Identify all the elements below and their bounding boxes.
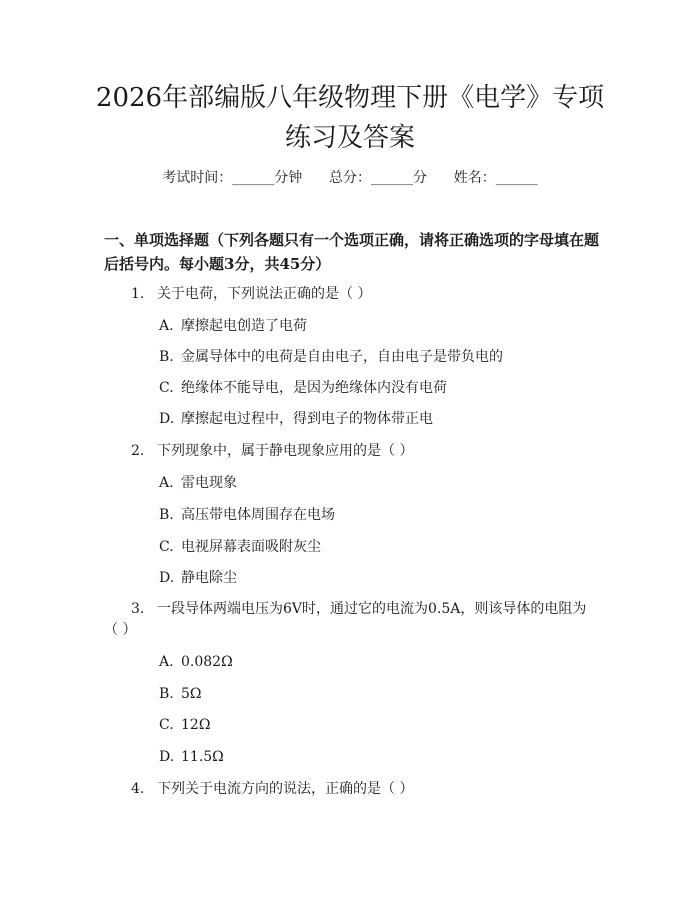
question-2: [131, 440, 413, 462]
question-2-option-d: [159, 567, 237, 589]
option-letter: B.: [159, 686, 174, 702]
option-letter: D.: [159, 749, 175, 765]
question-number: 4.: [131, 781, 145, 797]
exam-info-line: 考试时间：______分钟 总分：______分 姓名：______: [162, 170, 538, 186]
question-text: 下列关于电流方向的说法，正确的是（ ）: [157, 781, 414, 797]
option-text: 静电除尘: [181, 570, 237, 586]
question-1-option-d: [159, 408, 433, 430]
question-number: 1.: [131, 286, 145, 302]
option-text: 电视屏幕表面吸附灰尘: [181, 539, 321, 555]
question-3-option-c: [159, 714, 210, 736]
option-text: 金属导体中的电荷是自由电子，自由电子是带负电的: [181, 349, 503, 365]
question-4: [131, 778, 413, 800]
question-3-continuation: [104, 619, 136, 641]
option-letter: B.: [159, 349, 174, 365]
question-3-option-a: [159, 651, 233, 673]
option-letter: A.: [159, 475, 174, 491]
option-letter: D.: [159, 411, 175, 427]
question-3-option-d: [159, 746, 224, 768]
option-text: 摩擦起电创造了电荷: [181, 318, 307, 334]
option-letter: C.: [159, 380, 174, 396]
option-letter: A.: [159, 654, 174, 670]
question-text: 一段导体两端电压为6V时，通过它的电流为0.5A，则该导体的电阻为: [157, 601, 587, 617]
question-text: 关于电荷，下列说法正确的是（ ）: [157, 286, 372, 302]
option-text: 0.082Ω: [181, 654, 233, 670]
question-text: 下列现象中，属于静电现象应用的是（ ）: [157, 443, 414, 459]
question-2-option-c: [159, 536, 321, 558]
option-text: 雷电现象: [181, 475, 237, 491]
question-3: [131, 598, 586, 620]
question-1-option-a: [159, 315, 307, 337]
option-text: 摩擦起电过程中，得到电子的物体带正电: [181, 411, 433, 427]
question-number: 3.: [131, 601, 145, 617]
question-text: （ ）: [104, 622, 137, 638]
question-1: [131, 283, 371, 305]
option-text: 11.5Ω: [181, 749, 224, 765]
option-text: 绝缘体不能导电，是因为绝缘体内没有电荷: [181, 380, 447, 396]
option-letter: D.: [159, 570, 175, 586]
question-number: 2.: [131, 443, 145, 459]
section-heading: 一、单项选择题（下列各题只有一个选项正确，请将正确选项的字母填在题后括号内。每小题3分，共45分）: [104, 231, 600, 273]
question-2-option-a: [159, 472, 237, 494]
option-letter: A.: [159, 318, 174, 334]
option-text: 高压带电体周围存在电场: [181, 507, 335, 523]
option-letter: B.: [159, 507, 174, 523]
option-letter: C.: [159, 539, 174, 555]
option-letter: C.: [159, 717, 174, 733]
option-text: 5Ω: [181, 686, 202, 702]
question-2-option-b: [159, 504, 335, 526]
option-text: 12Ω: [181, 717, 211, 733]
document-title: 2026年部编版八年级物理下册《电学》专项练习及答案: [95, 83, 605, 153]
question-3-option-b: [159, 683, 202, 705]
question-1-option-c: [159, 377, 447, 399]
question-1-option-b: [159, 346, 503, 368]
